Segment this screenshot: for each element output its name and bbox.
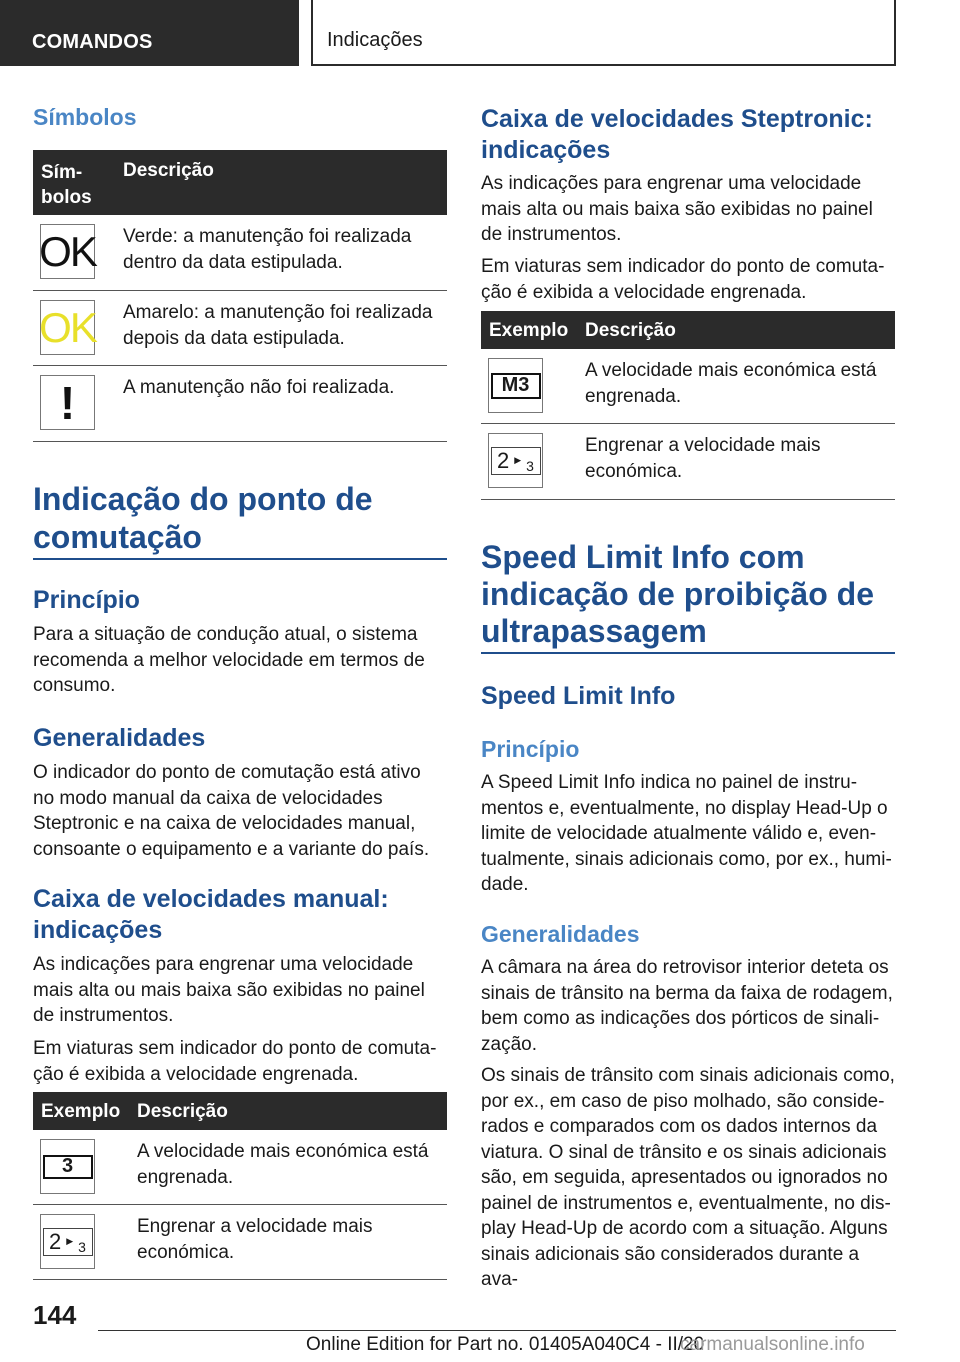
ok-white-icon: OK: [40, 224, 95, 279]
symbols-heading: Símbolos: [33, 104, 137, 130]
table-row: [33, 1130, 447, 1205]
gear-indicator-icon: M3: [488, 358, 543, 413]
table-row: [33, 366, 447, 442]
table-row: [33, 215, 447, 291]
table-row: [481, 349, 895, 424]
principle-text: Para a situação de condução atual, o sistema recomenda a melhor velocidade em termos de consumo.: [33, 624, 425, 696]
col-description: Descrição: [585, 320, 676, 341]
table-header: [33, 1092, 447, 1130]
steptronic-text2: Em viaturas sem indicador do ponto de comutação é exibida a velocidade engrenada.: [481, 256, 885, 303]
principle-heading: Princípio: [481, 736, 580, 762]
section-label: COMANDOS: [0, 0, 299, 66]
principle-heading: Princípio: [33, 586, 140, 614]
steptronic-table: [481, 311, 895, 500]
manual-text2: Em viaturas sem indicador do ponto de comutação é exibida a velocidade engrenada.: [33, 1038, 437, 1085]
steptronic-heading: Caixa de velocidades Steptronic: indicações: [481, 105, 873, 164]
principle-text: A Speed Limit Info indica no painel de instrumentos e, eventualmente, no display Head-Up o limite de velocidade atualmente válido e, eventualmente, sinais adicionais como, por ex., humidade.: [481, 772, 892, 895]
page-number: 144: [33, 1300, 77, 1330]
title-rule: [481, 652, 895, 654]
col-symbols: Sím- bolos: [41, 162, 92, 208]
manual-table: [33, 1092, 447, 1280]
exclamation-icon: !: [40, 375, 95, 430]
col-description: Descrição: [123, 160, 214, 181]
manual-heading: Caixa de velocidades manual: indicações: [33, 885, 389, 944]
topic-label: Indicações: [311, 0, 896, 66]
page-header: [0, 0, 960, 66]
edition-text: Online Edition for Part no. 01405A040C4 - II/20: [306, 1334, 705, 1355]
general-heading: Generalidades: [33, 724, 206, 752]
general-text: O indicador do ponto de comutação está ativo no modo manual da caixa de velocidades Steptronic e na caixa de velocidades manual, consoante o equipamento e a variante do país.: [33, 762, 430, 860]
footer-rule: [98, 1330, 896, 1331]
general-heading: Generalidades: [481, 921, 640, 947]
col-example: Exemplo: [489, 320, 569, 341]
row-text: A velocidade mais económica está engrenada.: [585, 360, 877, 407]
table-header: [33, 150, 447, 215]
row-text: Engrenar a velocidade mais económica.: [137, 1216, 373, 1263]
col-description: Descrição: [137, 1101, 228, 1122]
shift-recommendation-icon: 2 ▶ 3: [40, 1214, 95, 1269]
table-row: [481, 424, 895, 500]
watermark-text: carmanualsonline.info: [680, 1334, 865, 1355]
row-text: Engrenar a velocidade mais económica.: [585, 435, 821, 482]
symbols-table: [33, 150, 447, 442]
general-text1: A câmara na área do retrovisor interior deteta os sinais de trânsito na berma da faixa de rodagem, bem como as indicações dos pórticos de sinalização.: [481, 957, 893, 1055]
table-row: [33, 291, 447, 366]
general-text2: Os sinais de trânsito com sinais adicionais como, por ex., em caso de piso molhado, são considerados e comparados com os dados internos da viatura. O sinal de trânsito e os sinais adicionais são, em seguida, apresentados ou ignorados no painel de instrumentos e, eventualmente, no display Head-Up de acordo com a situação. Alguns sinais adicionais são considerados durante a ava-: [481, 1065, 895, 1290]
sli-heading: Speed Limit Info: [481, 682, 676, 710]
arrow-right-icon: ▶: [66, 1236, 74, 1246]
arrow-right-icon: ▶: [514, 455, 522, 465]
col-example: Exemplo: [41, 1101, 121, 1122]
shift-title: Indicação do ponto de comutação: [33, 481, 373, 555]
row-text: Amarelo: a manutenção foi realizada depois da data estipulada.: [123, 302, 433, 349]
shift-recommendation-icon: 2 ▶ 3: [488, 433, 543, 488]
manual-text1: As indicações para engrenar uma velocidade mais alta ou mais baixa são exibidas no painel de instrumentos.: [33, 954, 425, 1026]
speed-limit-title: Speed Limit Info com indicação de proibição de ultrapassagem: [481, 539, 874, 649]
row-text: Verde: a manutenção foi realizada dentro da data estipulada.: [123, 226, 412, 273]
table-row: [33, 1205, 447, 1280]
gear-indicator-icon: 3: [40, 1139, 95, 1194]
steptronic-text1: As indicações para engrenar uma velocidade mais alta ou mais baixa são exibidas no painel de instrumentos.: [481, 173, 873, 245]
table-header: [481, 311, 895, 349]
title-rule: [33, 558, 447, 560]
ok-yellow-icon: OK: [40, 300, 95, 355]
row-text: A velocidade mais económica está engrenada.: [137, 1141, 429, 1188]
row-text: A manutenção não foi realizada.: [123, 377, 395, 398]
